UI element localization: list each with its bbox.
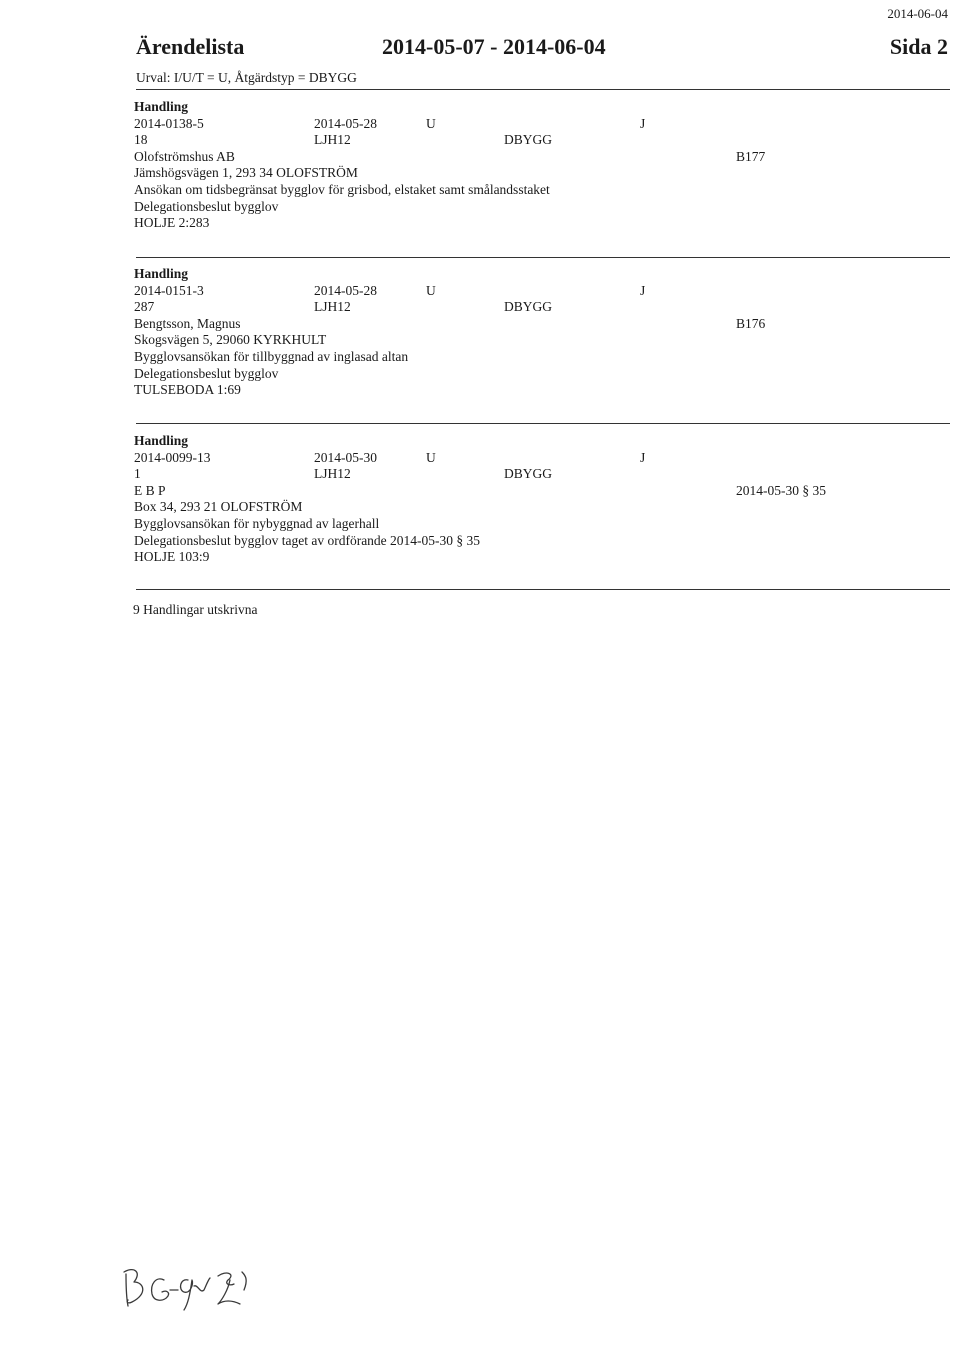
case-reference: B177 — [736, 148, 766, 164]
case-direction: U — [426, 282, 436, 298]
case-property: TULSEBODA 1:69 — [134, 382, 241, 398]
case-address: Jämshögsvägen 1, 293 34 OLOFSTRÖM — [134, 165, 358, 181]
case-entry — [134, 266, 944, 399]
case-number: 2014-0099-13 — [134, 449, 211, 465]
case-decision: Delegationsbeslut bygglov — [134, 365, 279, 381]
case-address: Box 34, 293 21 OLOFSTRÖM — [134, 499, 303, 515]
case-type-code: J — [640, 282, 646, 298]
case-divider — [136, 257, 950, 258]
report-period: 2014-05-07 - 2014-06-04 — [382, 34, 606, 59]
page-title: Ärendelista — [136, 34, 245, 59]
case-handler-row — [134, 299, 944, 316]
case-meta-row — [134, 116, 944, 133]
case-handler: LJH12 — [314, 299, 351, 315]
case-reference: 2014-05-30 § 35 — [736, 482, 826, 498]
case-decision: Delegationsbeslut bygglov taget av ordförande 2014-05-30 § 35 — [134, 532, 481, 548]
case-reference: B176 — [736, 315, 766, 331]
case-action-type: DBYGG — [504, 132, 553, 148]
case-heading: Handling — [134, 433, 189, 448]
case-handler-row — [134, 132, 944, 149]
case-party: Bengtsson, Magnus — [134, 315, 241, 331]
print-date: 2014-06-04 — [887, 6, 948, 21]
handlings-count: 9 Handlingar utskrivna — [133, 602, 258, 617]
case-divider — [136, 589, 950, 590]
case-item-number: 287 — [134, 299, 155, 315]
case-item-number: 18 — [134, 132, 148, 148]
case-decision: Delegationsbeslut bygglov — [134, 198, 279, 214]
case-meta-row — [134, 450, 944, 467]
case-handler-row — [134, 466, 944, 483]
case-date: 2014-05-30 — [314, 449, 377, 465]
case-property: HOLJE 2:283 — [134, 215, 210, 231]
case-address: Skogsvägen 5, 29060 KYRKHULT — [134, 332, 327, 348]
header-divider — [136, 89, 950, 90]
case-item-number: 1 — [134, 466, 141, 482]
case-entry — [134, 433, 944, 566]
handwritten-signature — [118, 1250, 268, 1314]
case-divider — [136, 423, 950, 424]
case-heading: Handling — [134, 266, 189, 281]
case-handler: LJH12 — [314, 466, 351, 482]
case-date: 2014-05-28 — [314, 115, 377, 131]
case-party: Olofströmshus AB — [134, 148, 235, 164]
case-party-row — [134, 149, 944, 166]
case-date: 2014-05-28 — [314, 282, 377, 298]
case-party: E B P — [134, 482, 166, 498]
case-description: Bygglovsansökan för tillbyggnad av inglasad altan — [134, 348, 409, 364]
case-number: 2014-0151-3 — [134, 282, 204, 298]
case-property: HOLJE 103:9 — [134, 549, 210, 565]
case-type-code: J — [640, 449, 646, 465]
case-description: Ansökan om tidsbegränsat bygglov för grisbod, elstaket samt smålandsstaket — [134, 181, 550, 197]
case-meta-row — [134, 283, 944, 300]
case-type-code: J — [640, 115, 646, 131]
case-party-row — [134, 483, 944, 500]
case-party-row — [134, 316, 944, 333]
case-direction: U — [426, 449, 436, 465]
case-handler: LJH12 — [314, 132, 351, 148]
selection-criteria: Urval: I/U/T = U, Åtgärdstyp = DBYGG — [136, 70, 357, 85]
case-action-type: DBYGG — [504, 466, 553, 482]
case-number: 2014-0138-5 — [134, 115, 204, 131]
case-description: Bygglovsansökan för nybyggnad av lagerhall — [134, 515, 380, 531]
page-number: Sida 2 — [889, 34, 948, 59]
case-direction: U — [426, 115, 436, 131]
case-action-type: DBYGG — [504, 299, 553, 315]
case-entry — [134, 99, 944, 232]
case-heading: Handling — [134, 99, 189, 114]
